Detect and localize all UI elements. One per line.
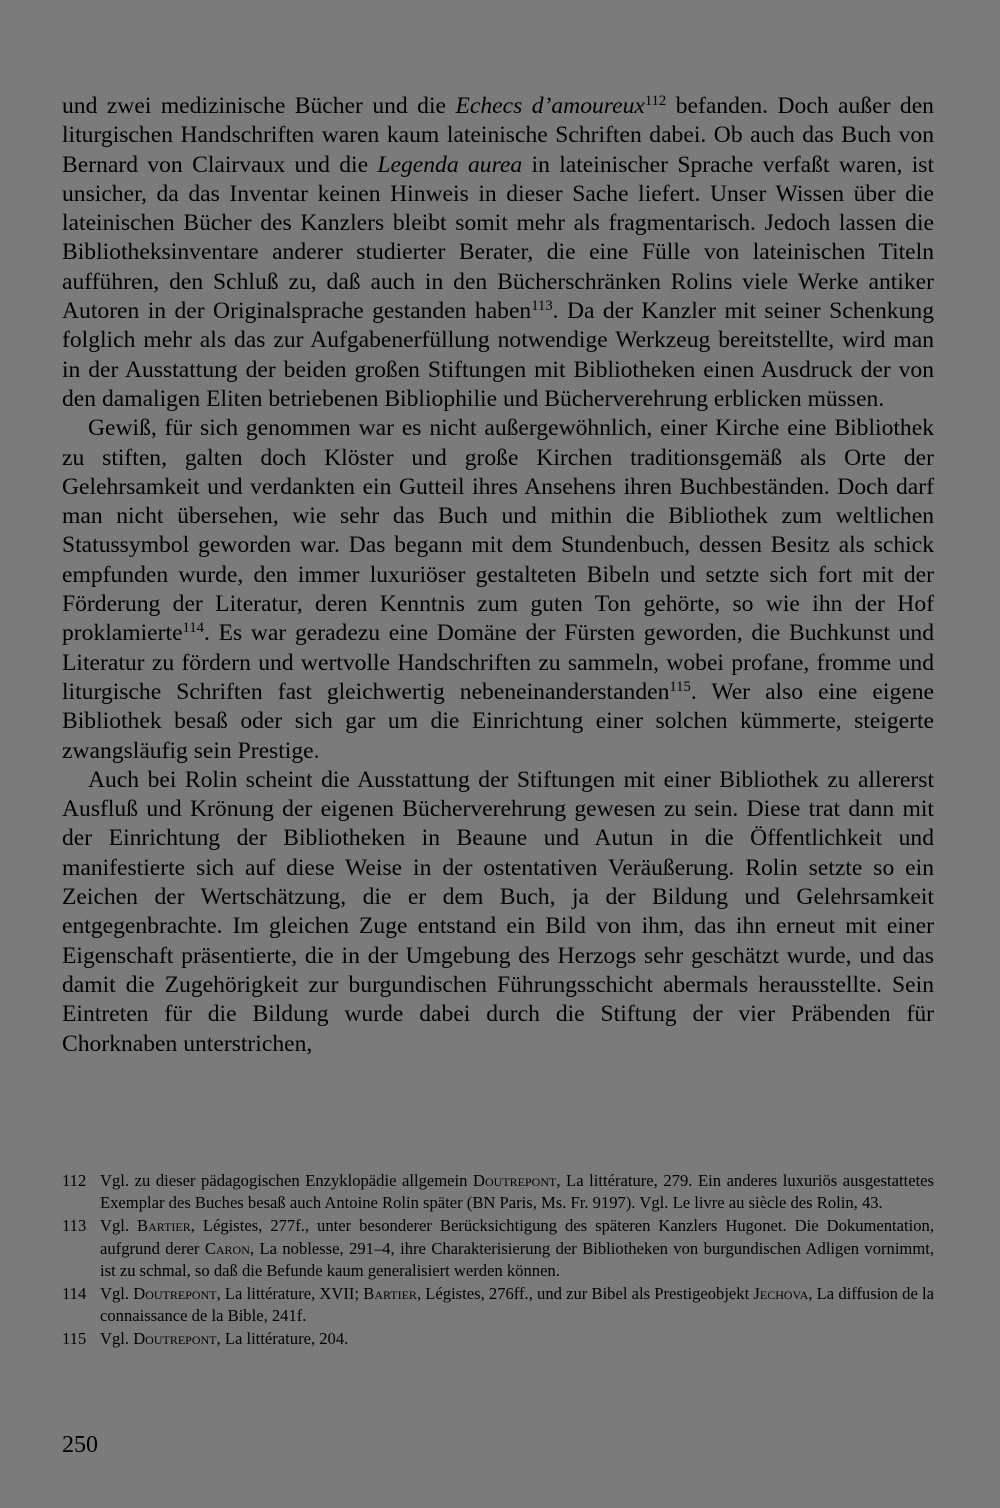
- author-name: Caron: [204, 1238, 250, 1258]
- text-run: , La littérature, 204.: [216, 1329, 349, 1349]
- text-run: . Da der Kanzler mit seiner Schenkung folglich mehr als das zur Aufgabenerfüllung notwendige Werkzeug bereitstellte, wird man in der Ausstattung der beiden großen Stiftungen mit Bibliotheken einen Ausdruck der von den damaligen Eliten betriebenen Bibliophilie und Bücherverehrung erblicken müssen.: [62, 298, 934, 412]
- footnote-ref-112[interactable]: 112: [644, 92, 667, 109]
- footnote-112: [62, 1170, 934, 1214]
- footnote-text: [100, 1328, 934, 1350]
- author-name: Doutrepont: [133, 1284, 217, 1304]
- footnote-number: 113: [62, 1216, 87, 1236]
- author-name: Jechova: [753, 1284, 809, 1304]
- author-name: Bartier: [363, 1284, 417, 1304]
- paragraph-3: [62, 766, 934, 1059]
- author-name: Doutrepont: [133, 1329, 217, 1349]
- author-name: Bartier: [137, 1216, 191, 1236]
- text-run: , Légistes, 277f., unter besonderer Berücksichtigung des späteren Kanzlers Hugonet. Die Dokumentation, aufgrund derer: [100, 1216, 934, 1258]
- footnote-ref-115[interactable]: 115: [669, 678, 691, 695]
- footnote-113: [62, 1215, 934, 1282]
- paragraph-2: [62, 414, 934, 766]
- text-run: befanden. Doch außer den liturgischen Handschriften waren kaum lateinische Schriften dabei. Ob auch das Buch von Bernard von Clairvaux und die: [62, 93, 934, 178]
- footnote-text: [100, 1170, 934, 1214]
- footnote-text: [100, 1215, 934, 1282]
- footnotes: [62, 1170, 934, 1352]
- italic-title: Echecs d’amoureux: [455, 93, 645, 119]
- text-run: Vgl.: [100, 1216, 138, 1236]
- author-name: Doutrepont: [473, 1171, 557, 1190]
- footnote-number: 114: [62, 1284, 87, 1304]
- footnote-text: [100, 1283, 934, 1327]
- text-run: Auch bei Rolin scheint die Ausstattung der Stiftungen mit einer Bibliothek zu allererst Ausfluß und Krönung der eigenen Bücherverehrung gewesen zu sein. Diese trat dann mit der Einrichtung der Bibliotheken in Beaune und Autun in die Öffentlichkeit und manifestierte sich auf diese Weise in der ostentativen Veräußerung. Rolin setzte so ein Zeichen der Wertschätzung, die er dem Buch, ja der Bildung und Gelehrsamkeit entgegenbrachte. Im gleichen Zuge entstand ein Bild von ihm, das ihn erneut mit einer Eigenschaft präsentierte, die in der Umgebung des Herzogs sehr geschätzt wurde, und das damit die Zugehörigkeit zur burgundischen Führungsschicht abermals herausstellte. Sein Eintreten für die Bildung wurde dabei durch die Stiftung der vier Präbenden für Chorknaben unterstrichen,: [62, 766, 934, 1057]
- text-run: , Légistes, 276ff., und zur Bibel als Prestigeobjekt: [416, 1284, 754, 1304]
- footnote-115: [62, 1328, 934, 1350]
- text-run: Gewiß, für sich genommen war es nicht außergewöhnlich, einer Kirche eine Bibliothek zu stiften, galten doch Klöster und große Kirchen traditionsgemäß als Orte der Gelehrsamkeit und verdankten ein Gutteil ihres Ansehens ihren Buchbeständen. Doch darf man nicht übersehen, wie sehr das Buch und mithin die Bibliothek zum weltlichen Statussymbol geworden war. Das begann mit dem Stundenbuch, dessen Besitz als schick empfunden wurde, den immer luxuriöser gestalteten Bibeln und setzte sich fort mit der Förderung der Literatur, deren Kenntnis zum guten Ton gehörte, so wie ihn der Hof proklamierte: [62, 415, 934, 647]
- text-run: in lateinischer Sprache verfaßt waren, ist unsicher, da das Inventar keinen Hinweis in dieser Sache liefert. Unser Wissen über die lateinischen Bücher des Kanzlers bleibt somit mehr als fragmentarisch. Jedoch lassen die Bibliotheksinventare anderer studierter Berater, die eine Fülle von lateinischen Titeln aufführen, den Schluß zu, daß auch in den Bücherschränken Rolins viele Werke antiker Autoren in der Originalsprache gestanden haben: [62, 151, 934, 325]
- text-run: Vgl. zu dieser pädagogischen Enzyklopädie allgemein: [100, 1171, 474, 1190]
- text-run: . Es war geradezu eine Domäne der Fürsten geworden, die Buchkunst und Literatur zu fördern und wertvolle Handschriften zu sammeln, wobei profane, fromme und liturgische Schriften fast gleichwertig nebeneinanderstanden: [62, 620, 934, 705]
- text-run: Vgl.: [100, 1284, 134, 1304]
- text-run: , La diffusion de la connaissance de la Bible, 241f.: [100, 1284, 934, 1326]
- text-run: , La littérature, XVII;: [216, 1284, 364, 1304]
- main-text: [62, 92, 934, 1059]
- footnote-ref-114[interactable]: 114: [182, 620, 204, 637]
- text-run: , La noblesse, 291–4, ihre Charakterisierung der Bibliotheken von burgundischen Adligen vornimmt, ist zu schmal, so daß die Befunde kaum generalisiert werden können.: [100, 1238, 935, 1280]
- text-run: und zwei medizinische Bücher und die: [62, 93, 456, 119]
- page-body: [62, 92, 934, 1059]
- text-run: , La littérature, 279. Ein anderes luxuriös ausgestattetes Exemplar des Buches besaß auch Antoine Rolin später (BN Paris, Ms. Fr. 9197). Vgl. Le livre au siècle des Rolin, 43.: [100, 1171, 935, 1213]
- italic-title: Legenda aurea: [377, 151, 523, 178]
- footnote-number: 115: [62, 1329, 87, 1349]
- text-run: . Wer also eine eigene Bibliothek besaß oder sich gar um die Einrichtung einer solchen kümmerte, steigerte zwangsläufig sein Prestige.: [62, 678, 934, 764]
- footnote-ref-113[interactable]: 113: [531, 298, 553, 315]
- footnote-114: [62, 1283, 934, 1327]
- page-number: 250: [62, 1432, 98, 1458]
- text-run: Vgl.: [100, 1329, 134, 1349]
- footnote-number: 112: [62, 1171, 87, 1190]
- paragraph-1: [62, 92, 934, 414]
